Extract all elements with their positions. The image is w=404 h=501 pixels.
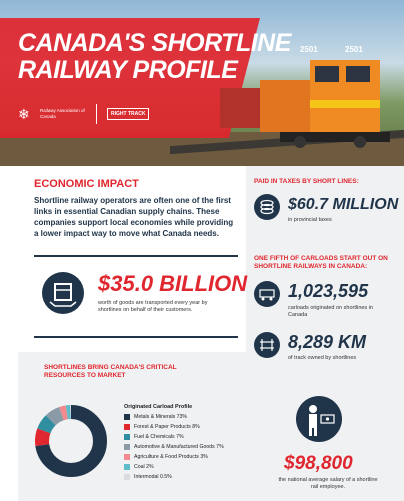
legend-item	[124, 454, 208, 460]
legend-label: Fuel & Chemicals 7%	[134, 434, 184, 440]
legend-item	[124, 424, 200, 430]
loco-number-1: 2501	[300, 45, 318, 54]
legend-swatch	[124, 464, 130, 470]
logo-bar	[18, 104, 149, 124]
carloads-value: 1,023,595	[288, 281, 369, 301]
goods-icon-circle	[42, 272, 84, 314]
right-track-logo: RIGHT TRACK	[107, 108, 149, 120]
legend-swatch	[124, 444, 130, 450]
logo-divider	[96, 104, 97, 124]
legend-label: Coal 2%	[134, 464, 154, 470]
legend-swatch	[124, 424, 130, 430]
loco-number-2: 2501	[345, 45, 363, 54]
org-name: Railway Association of Canada	[40, 108, 85, 119]
legend-label: Forest & Paper Products 8%	[134, 424, 200, 430]
legend-swatch	[124, 474, 130, 480]
taxes-caption: in provincial taxes	[288, 217, 332, 223]
taxes-value: $60.7 MILLION	[288, 196, 399, 213]
carloads-heading: ONE FIFTH OF CARLOADS START OUT ON SHORTLINE RAILWAYS IN CANADA:	[254, 255, 388, 270]
legend-item	[124, 444, 224, 450]
legend-item	[124, 474, 172, 480]
legend-item	[124, 464, 154, 470]
track-caption: of track owned by shortlines	[288, 355, 357, 361]
goods-caption: worth of goods are transported every year by shortlines on behalf of their customers.	[98, 300, 208, 313]
track-icon-circle	[254, 332, 280, 358]
taxes-heading: PAID IN TAXES BY SHORT LINES:	[254, 178, 359, 185]
carloads-caption: carloads originated on shortlines in Canada	[288, 305, 373, 318]
title-line-2: RAILWAY PROFILE	[18, 56, 238, 84]
legend-label: Metals & Minerals 73%	[134, 414, 188, 420]
legend-swatch	[124, 434, 130, 440]
legend-item	[124, 414, 187, 420]
legend-item	[124, 434, 184, 440]
carload-donut-chart	[26, 396, 116, 486]
legend-label: Automotive & Manufactured Goods 7%	[134, 444, 224, 450]
legend-swatch	[124, 414, 130, 420]
coins-icon	[254, 194, 280, 220]
worker-icon-circle	[296, 396, 342, 442]
coins-icon-circle	[254, 194, 280, 220]
track-icon	[254, 332, 280, 358]
worker-salary-icon	[296, 396, 342, 442]
divider-top	[34, 255, 238, 257]
divider-bottom	[34, 336, 238, 338]
title-line-1: CANADA'S SHORTLINE	[18, 29, 291, 57]
salary-value: $98,800	[284, 453, 353, 474]
legend-label: Intermodal 0.5%	[134, 474, 172, 480]
economic-impact-heading: ECONOMIC IMPACT	[34, 178, 139, 190]
salary-caption: the national average salary of a shortline rail employee.	[278, 477, 378, 490]
maple-leaf-icon: ❄	[18, 106, 30, 122]
legend-label: Agriculture & Food Products 3%	[134, 454, 208, 460]
hero-banner	[0, 0, 404, 166]
legend-swatch	[124, 454, 130, 460]
track-value: 8,289 KM	[288, 332, 367, 352]
railcar-icon	[254, 281, 280, 307]
legend-title: Originated Carload Profile	[124, 404, 193, 410]
goods-box-icon	[42, 272, 84, 314]
railcar-icon-circle	[254, 281, 280, 307]
goods-value: $35.0 BILLION	[98, 271, 248, 296]
economic-impact-body: Shortline railway operators are often one of the first links in essential Canadian supply chains. These companies support local economies while providing a lower impact way to move what Canada needs.	[34, 196, 234, 238]
resources-heading: SHORTLINES BRING CANADA'S CRITICAL RESOURCES TO MARKET	[44, 364, 177, 379]
page-title	[18, 30, 291, 84]
